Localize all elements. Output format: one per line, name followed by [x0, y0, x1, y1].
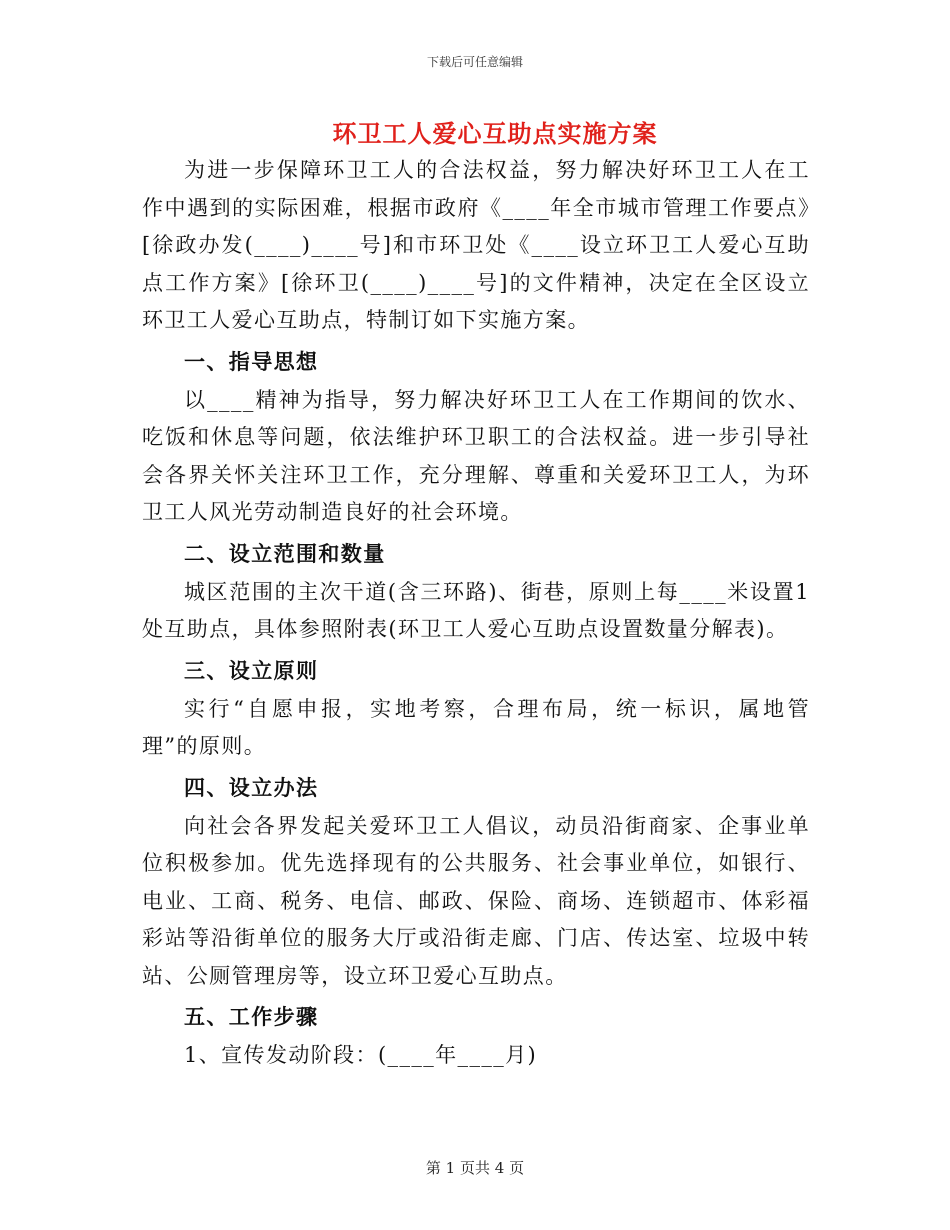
section-body-guiding: 以____精神为指导，努力解决好环卫工人在工作期间的饮水、吃饭和休息等问题，依法维护环卫职工的合法权益。进一步引导社会各界关怀关注环卫工作，充分理解、尊重和关爱环卫工人，为环卫工人风光劳动制造良好的社会环境。: [142, 387, 810, 524]
section-heading-principles: 三、设立原则: [184, 657, 319, 683]
section-body-steps: 1、宣传发动阶段：(____年____月): [184, 1043, 538, 1067]
document-title: 环卫工人爱心互助点实施方案: [332, 119, 658, 148]
section-heading-steps: 五、工作步骤: [184, 1004, 319, 1029]
section-body-methods: 向社会各界发起关爱环卫工人倡议，动员沿街商家、企事业单位积极参加。优先选择现有的公共服务、社会事业单位，如银行、电业、工商、税务、电信、邮政、保险、商场、连锁超市、体彩福彩站等沿街单位的服务大厅或沿街走廊、门店、传达室、垃圾中转站、公厕管理房等，设立环卫爱心互助点。: [142, 813, 810, 988]
page-header-note: 下载后可任意编辑: [426, 55, 523, 69]
document-body: [142, 152, 810, 1075]
page-number: 第 1 页共 4 页: [425, 1159, 525, 1177]
section-heading-guiding: 一、指导思想: [184, 348, 319, 374]
intro-paragraph: 为进一步保障环卫工人的合法权益，努力解决好环卫工人在工作中遇到的实际困难，根据市政府《____年全市城市管理工作要点》[徐政办发(____)____号]和市环卫处《____设立环卫工人爱心互助点工作方案》[徐环卫(____)____号]的文件精神，决定在全区设立环卫工人爱心互助点，特制订如下实施方案。: [142, 158, 810, 332]
section-heading-scope: 二、设立范围和数量: [184, 540, 386, 566]
section-body-scope: 城区范围的主次干道(含三环路)、街巷，原则上每____米设置1处互助点，具体参照附表(环卫工人爱心互助点设置数量分解表)。: [142, 579, 810, 641]
section-heading-methods: 四、设立办法: [184, 774, 319, 800]
section-body-principles: 实行“自愿申报，实地考察，合理布局，统一标识，属地管理”的原则。: [142, 696, 810, 758]
